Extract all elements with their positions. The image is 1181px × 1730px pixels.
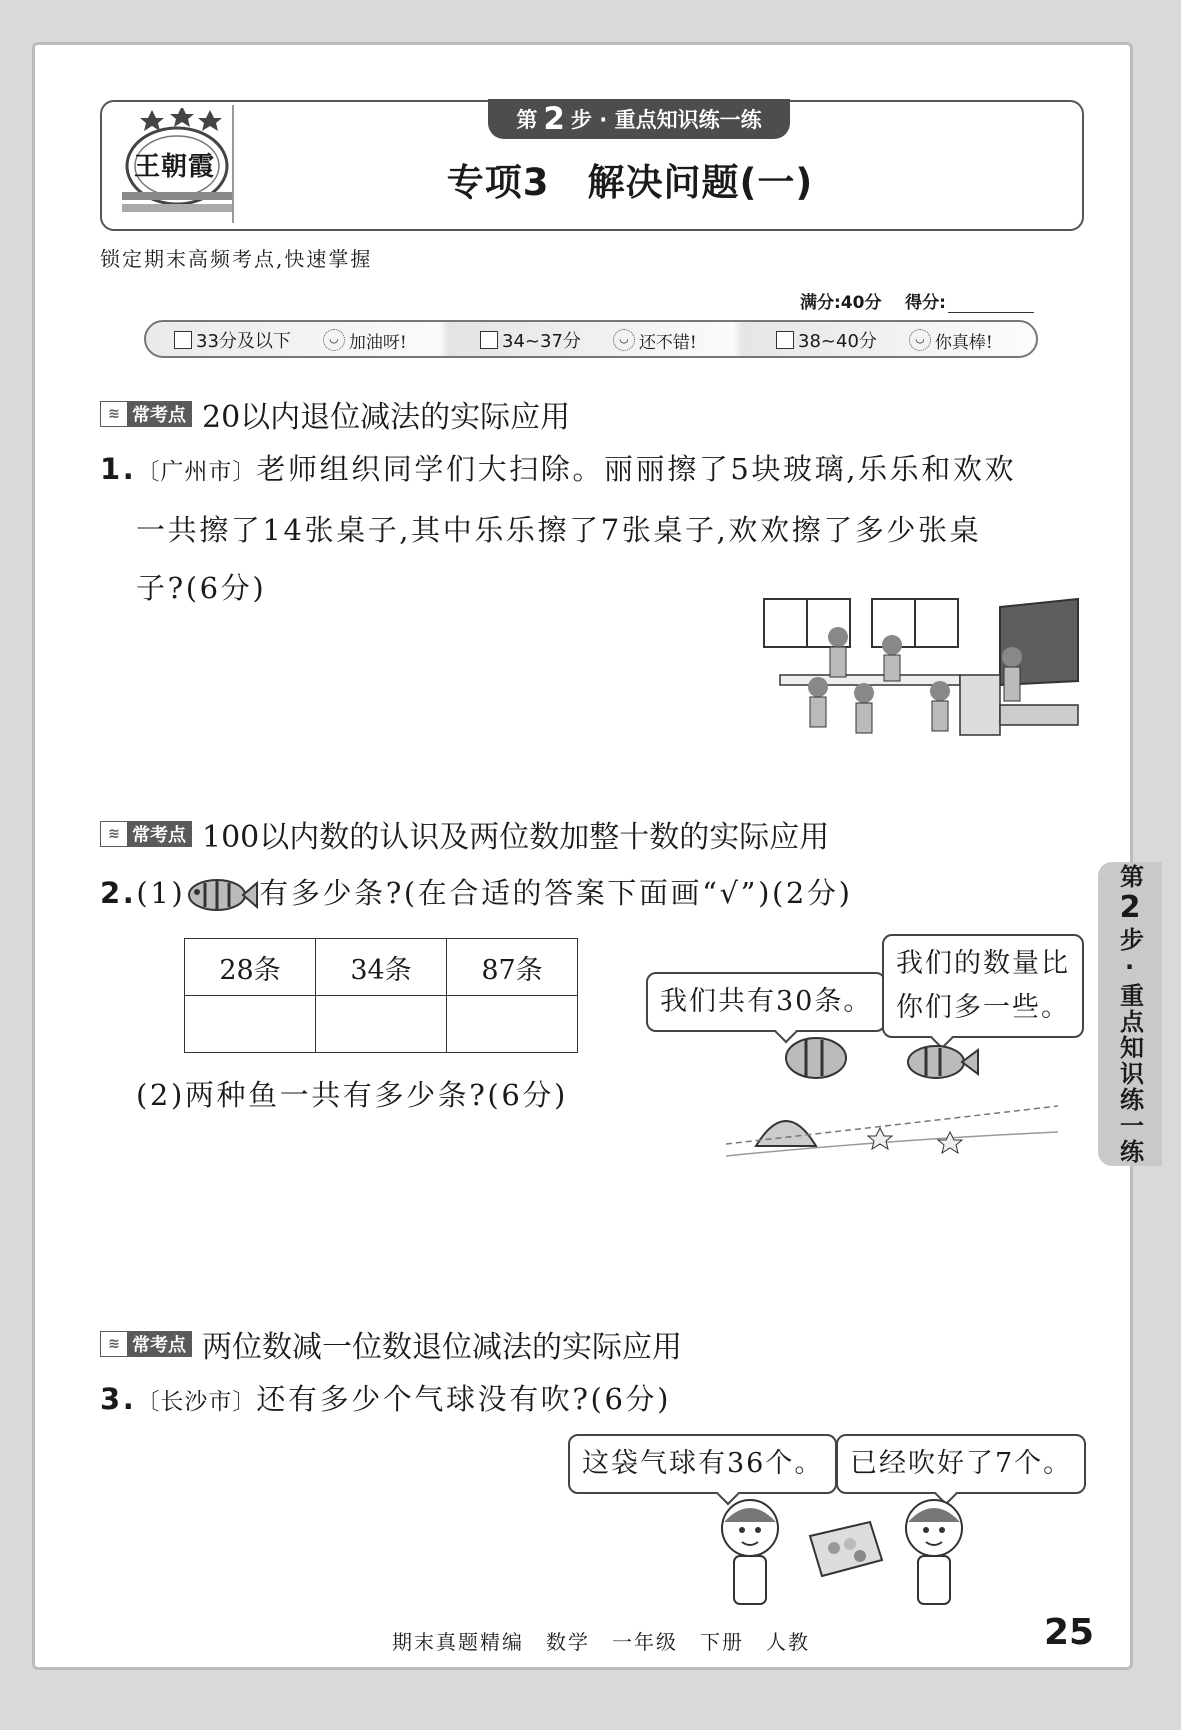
answer-table — [184, 938, 578, 1053]
question-text-line-2: 一共擦了14张桌子,其中乐乐擦了7张桌子,欢欢擦了多少张桌 — [136, 513, 982, 547]
rating-cheer: 还不错! — [638, 332, 697, 353]
rating-cheer: 你真棒! — [934, 332, 993, 353]
full-score-label: 满分:40分 — [800, 293, 882, 313]
question-number: 3. — [100, 1382, 137, 1416]
checkbox[interactable] — [174, 331, 192, 349]
question-text-line-1: 老师组织同学们大扫除。丽丽擦了5块玻璃,乐乐和欢欢 — [256, 452, 1017, 486]
speech-bubble-right: 已经吹好了7个。 — [836, 1434, 1086, 1494]
step-suffix: 步 · 重点知识练一练 — [570, 108, 762, 132]
score-line — [800, 288, 1034, 313]
footer-text: 期末真题精编 数学 一年级 下册 人教 — [392, 1630, 810, 1654]
question-source: 〔长沙市〕 — [136, 1389, 257, 1415]
question-text-line-3: 子?(6分) — [136, 571, 267, 605]
rating-range: 33分及以下 — [196, 331, 291, 352]
score-blank[interactable] — [948, 298, 1034, 313]
smiley-face-icon: ◡ — [613, 329, 635, 351]
checkbox[interactable] — [776, 331, 794, 349]
key-point-3 — [100, 1322, 682, 1366]
key-point-tag — [100, 1331, 192, 1357]
key-point-title: 两位数减一位数退位减法的实际应用 — [202, 1330, 682, 1365]
classroom-illustration — [760, 595, 1080, 745]
speech-bubble-left: 我们共有30条。 — [646, 972, 886, 1032]
question-number: 2. — [100, 876, 137, 910]
page-number: 25 — [1044, 1612, 1095, 1653]
question-2 — [100, 864, 852, 922]
tag-label: 常考点 — [132, 405, 186, 426]
logo-divider — [232, 105, 234, 223]
step-number: 2 — [543, 101, 565, 137]
key-point-1 — [100, 392, 570, 436]
question-text: 还有多少个气球没有吹?(6分) — [256, 1382, 672, 1416]
tag-label: 常考点 — [132, 825, 186, 846]
part-1-text: 有多少条?(在合适的答案下面画“√”)(2分) — [259, 876, 853, 910]
option-cell: 28条 — [185, 939, 316, 996]
key-point-tag — [100, 401, 192, 427]
wave-icon: ≋ — [100, 1331, 128, 1357]
question-number: 1. — [100, 452, 137, 486]
side-step-tab — [1098, 862, 1162, 1166]
option-cell: 34条 — [316, 939, 447, 996]
wave-icon: ≋ — [100, 821, 128, 847]
bubble-line-2: 你们多一些。 — [896, 992, 1070, 1023]
bubble-line-1: 我们的数量比 — [896, 948, 1070, 979]
question-1 — [100, 440, 1080, 617]
speech-bubble-left: 这袋气球有36个。 — [568, 1434, 837, 1494]
rating-option-3[interactable] — [776, 327, 993, 353]
smiley-face-icon: ◡ — [323, 329, 345, 351]
question-source: 〔广州市〕 — [136, 459, 257, 485]
fish-icon — [185, 875, 259, 915]
score-label: 得分: — [905, 293, 946, 313]
key-point-2 — [100, 812, 829, 856]
question-3 — [100, 1370, 671, 1431]
tag-label: 常考点 — [132, 1335, 186, 1356]
answer-cell[interactable] — [316, 996, 447, 1053]
answer-cell[interactable] — [447, 996, 578, 1053]
rating-range: 34~37分 — [502, 331, 581, 352]
children-balloons-illustration — [710, 1496, 980, 1608]
rating-option-2[interactable] — [480, 327, 697, 353]
rating-bar — [144, 320, 1038, 358]
page-subtitle: 锁定期末高频考点,快速掌握 — [100, 247, 373, 271]
part-1-prefix: (1) — [136, 876, 186, 910]
side-tab-prefix: 第 — [1115, 863, 1144, 890]
page-title: 专项3 解决问题(一) — [446, 161, 814, 204]
rating-range: 38~40分 — [798, 331, 877, 352]
logo-text: 王朝霞 — [134, 152, 216, 182]
checkbox[interactable] — [480, 331, 498, 349]
wave-icon: ≋ — [100, 401, 128, 427]
side-tab-number: 2 — [1112, 889, 1148, 927]
side-tab-suffix: 步·重点知识练一练 — [1115, 926, 1144, 1165]
question-2-part-2: (2)两种鱼一共有多少条?(6分) — [136, 1078, 568, 1112]
fish-scene-illustration — [726, 1036, 1058, 1162]
option-cell: 87条 — [447, 939, 578, 996]
rating-option-1[interactable] — [174, 327, 407, 353]
key-point-title: 100以内数的认识及两位数加整十数的实际应用 — [202, 820, 830, 855]
answer-cell[interactable] — [185, 996, 316, 1053]
key-point-title: 20以内退位减法的实际应用 — [202, 400, 571, 435]
smiley-face-icon: ◡ — [909, 329, 931, 351]
step-prefix: 第 — [516, 108, 538, 132]
speech-bubble-right — [882, 934, 1084, 1038]
step-tab — [488, 99, 790, 139]
rating-cheer: 加油呀! — [348, 332, 407, 353]
key-point-tag — [100, 821, 192, 847]
